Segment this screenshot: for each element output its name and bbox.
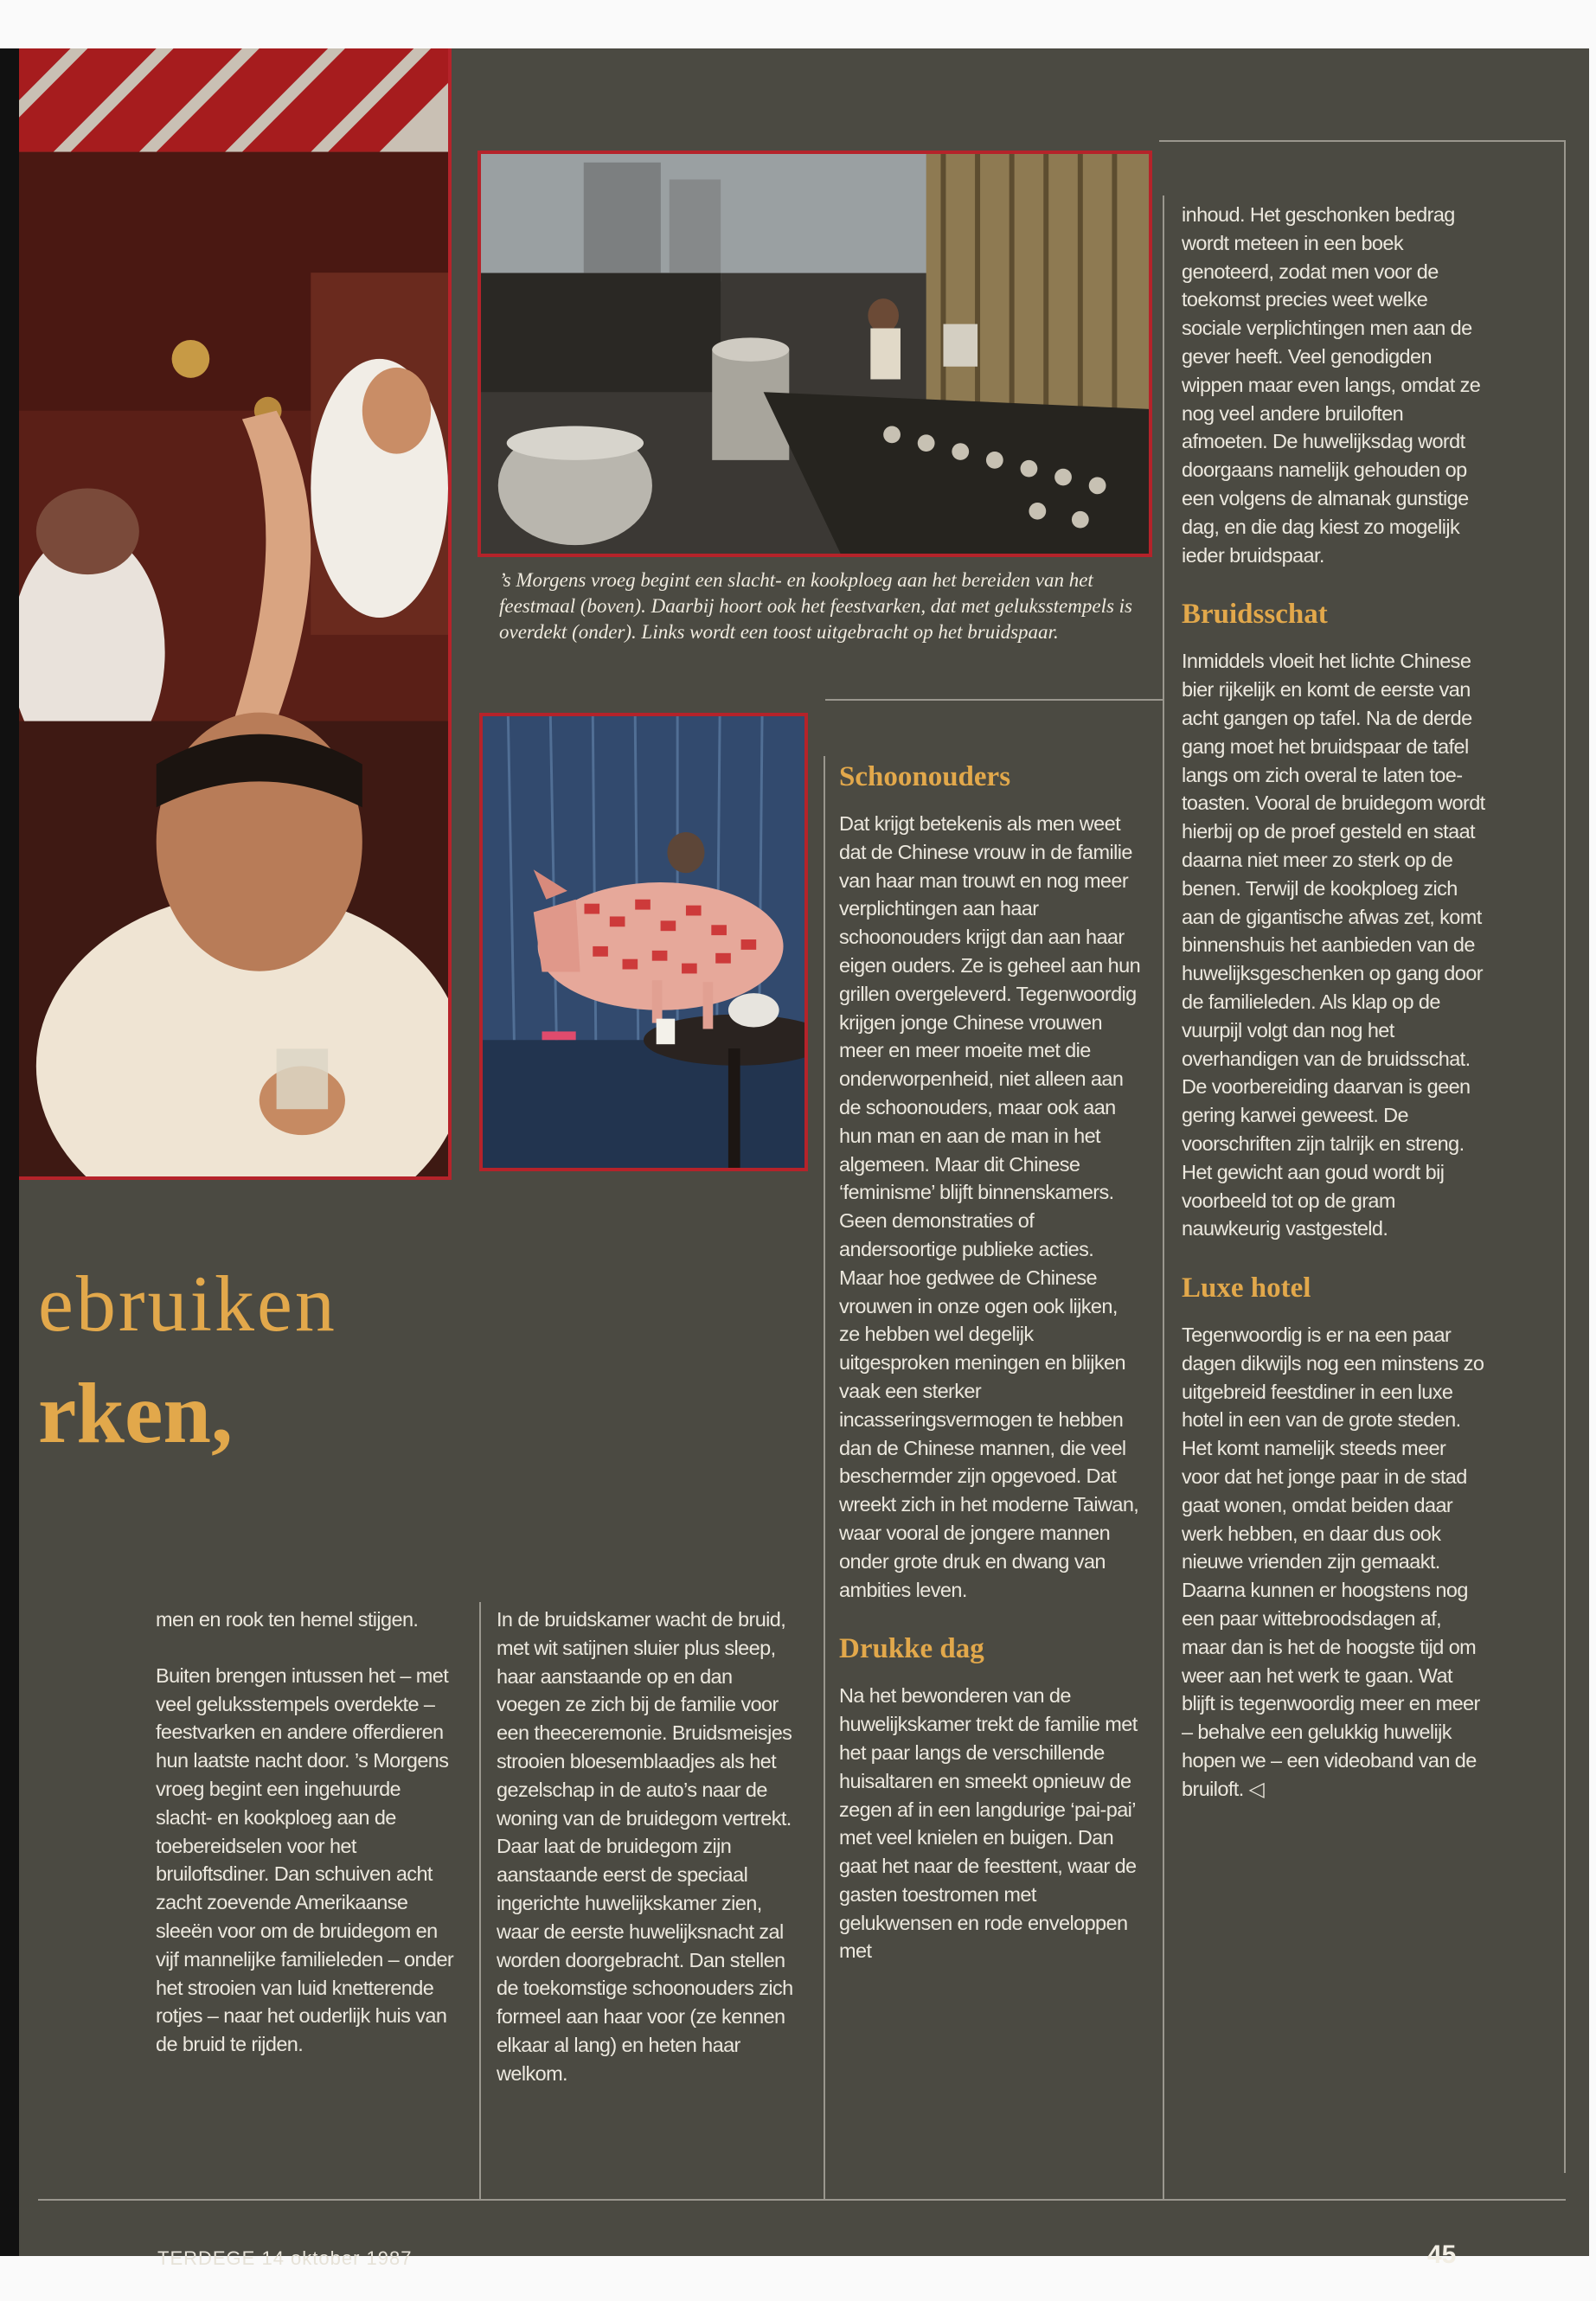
section-heading: Drukke dag	[839, 1633, 984, 1665]
festive-pig-photo	[479, 713, 808, 1171]
cooking-crew-photo	[478, 151, 1152, 557]
text-column-3	[839, 760, 1142, 1993]
magazine-page	[19, 48, 1589, 2269]
section-heading: Schoonouders	[839, 761, 1011, 792]
section-heading: Bruidsschat	[1182, 599, 1328, 631]
paragraph: Inmiddels vloeit het lichte Chinese bier rijkelijk en komt de eerste van acht gangen op tafel. Na de derde gang moet het bruidspaar de tafel langs om zich overal te laten toe-toasten. Vooral de bruidegom wordt hierbij op de proef gesteld en staat daarna niet meer zo sterk op de benen. Terwijl de kookploeg zich aan de gigantische afwas zet, komt binnenshuis het aanbieden van de huwelijksgeschenken op gang door de familieleden. Als klap op de vuurpijl volgt dan nog het overhandigen van de bruidsschat. De voorbereiding daarvan is geen gering karwei geweest. De voorschriften zijn talrijk en streng. Het gewicht aan goud wordt bij voorbeeld tot op de gram nauwkeurig vastgesteld.	[1182, 650, 1485, 1240]
paragraph: Dat krijgt betekenis als men weet dat de Chinese vrouw in de familie van haar man trouwt en nog meer verplichtingen aan haar schoonouders krijgt dan aan haar eigen ouders. Ze is geheel aan hun grillen overgeleverd. Tegenwoordig krijgen jonge Chinese vrouwen meer en meer moeite met die onderworpenheid, niet alleen aan de schoonouders, maar ook aan hun man en aan de man in het algemeen. Maar dit Chinese ‘feminisme’ blijft binnenskamers. Geen demonstraties of andersoortige publieke acties. Maar hoe gedwee de Chinese vrouwen in onze ogen ook lijken, ze hebben wel degelijk uitgesproken meningen en blijken vaak een sterker incasseringsvermogen te hebben dan de Chinese mannen, die veel beschermder zijn opgevoed. Dat wreekt zich in het moderne Taiwan, waar vooral de jongere mannen onder grote druk en dwang van ambities leven.	[839, 812, 1141, 1601]
headline-line-2: rken,	[38, 1365, 233, 1461]
headline-line-1: ebruiken	[38, 1259, 337, 1348]
photo-caption: ’s Morgens vroeg begint een slacht- en kookploeg aan het bereiden van het feestmaal (boven). Daarbij hoort ook het feestvarken, dat met geluksstempels is overdekt (onder). Links wordt een toost uitgebracht op het bruidspaar.	[499, 569, 1133, 643]
column-rule-3	[1163, 195, 1164, 2199]
column-rule-1	[479, 1602, 481, 2199]
magazine-issue: TERDEGE 14 oktober 1987	[157, 2247, 413, 2269]
paragraph: inhoud. Het geschonken bedrag wordt meteen in een boek genoteerd, zodat men voor de toekomst precies weet welke sociale verplichtingen men aan de gever heeft. Veel genodigden wippen maar even langs, omdat ze nog veel andere bruiloften afmoeten. De huwelijksdag wordt doorgaans namelijk gehouden op een volgens de almanak gunstige dag, en die dag kiest zo mogelijk ieder bruidspaar.	[1182, 203, 1481, 567]
paragraph: Tegenwoordig is er na een paar dagen dikwijls nog een minstens zo uitgebreid feestdiner in een luxe hotel in een van de grote steden. Het komt namelijk steeds meer voor dat het jonge paar in de stad gaat wonen, omdat beiden daar werk hebben, en daar dus ook nieuwe vrienden zijn gemaakt. Daarna kunnen er hoogstens nog een paar wittebroodsdagen af, maar dan is het de hoogste tijd om weer aan het werk te gaan. Wat blijft is tegenwoordig meer en meer – behalve een gelukkig huwelijk hopen we – een videoband van de bruiloft. ◁	[1182, 1324, 1484, 1800]
column-rule-2	[824, 756, 825, 2199]
paragraph: Na het bewonderen van de huwelijkskamer trekt de familie met het paar langs de verschillende huisaltaren en smeekt opnieuw de zegen af in een langdurige ‘pai-pai’ met veel knielen en buigen. Dan gaat het naar de feesttent, waar de gasten toestromen met gelukwensen en rode enveloppen met	[839, 1684, 1138, 1963]
text-column-4	[1182, 201, 1486, 1831]
footer-rule	[38, 2199, 1566, 2201]
paragraph: Buiten brengen intussen het – met veel geluksstempels overdekte – feestvarken en andere offerdieren hun laatste nacht door. ’s Morgens vroeg begint een ingehuurde slacht- en kookploeg aan de toebereidselen voor het bruiloftsdiner. Dan schuiven acht zacht zoevende Amerikaanse sleeën voor om de bruidegom en vijf mannelijke familieleden – onder het strooien van luid knetterende rotjes – naar het ouderlijk huis van de bruid te rijden.	[156, 1663, 454, 2056]
binding-edge	[0, 48, 19, 2256]
text-column-1	[156, 1606, 458, 2086]
column-rule-right-top	[1564, 140, 1566, 2173]
paragraph: In de bruidskamer wacht de bruid, met wit satijnen sluier plus sleep, haar aanstaande op en dan voegen ze zich bij de familie voor een theeceremonie. Bruidsmeisjes strooien bloesemblaadjes als het gezelschap in de auto’s naar de woning van de bruidegom vertrekt. Daar laat de bruidegom zijn aanstaande eerst de speciaal ingerichte huwelijkskamer zien, waar de eerste huwelijksnacht zal worden doorgebracht. Dan stellen de toekomstige schoonouders zich formeel aan haar voor (ze kennen elkaar al lang) en heten haar welkom.	[497, 1608, 793, 2085]
paragraph: men en rook ten hemel stijgen.	[156, 1608, 419, 1631]
top-rule	[1159, 140, 1566, 142]
text-column-2	[497, 1606, 799, 2116]
toast-photo	[19, 48, 452, 1180]
caption-bottom-rule	[825, 699, 1163, 701]
section-heading: Luxe hotel	[1182, 1272, 1311, 1304]
page-number: 45	[1427, 2240, 1457, 2269]
